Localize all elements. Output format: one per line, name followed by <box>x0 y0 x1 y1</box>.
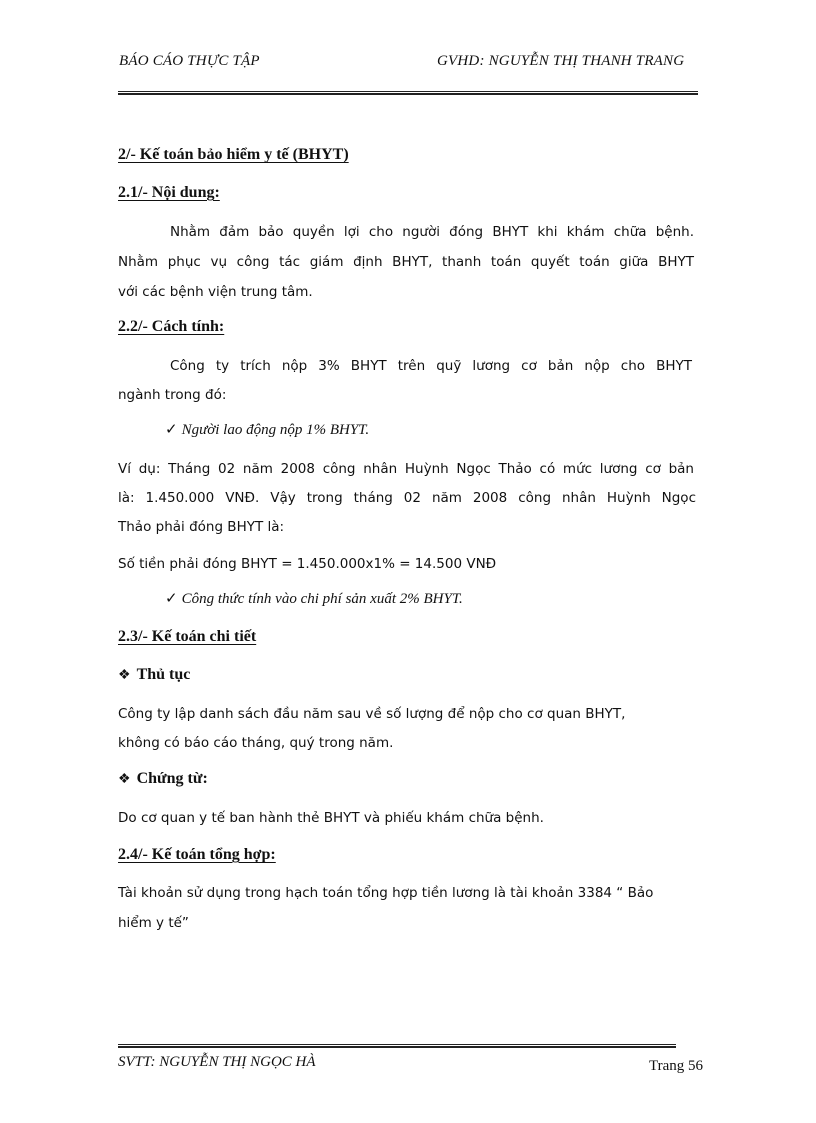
header-report-title: BÁO CÁO THỰC TẬP <box>119 53 260 69</box>
diamond-icon: ❖ <box>118 668 131 683</box>
bullet-item <box>165 589 463 609</box>
example-line: là: 1.450.000 VNĐ. Vậy trong tháng 02 năm 2008 công nhân Huỳnh Ngọc <box>118 490 696 506</box>
check-icon: ✓ <box>165 422 178 438</box>
page-number: Trang 56 <box>649 1058 704 1074</box>
paragraph-line: Do cơ quan y tế ban hành thẻ BHYT và phiếu khám chữa bệnh. <box>118 810 544 826</box>
documents-title: Chứng từ: <box>136 770 208 787</box>
header-supervisor: GVHD: NGUYỄN THỊ THANH TRANG <box>437 53 685 69</box>
procedure-title: Thủ tục <box>136 666 191 683</box>
check-icon: ✓ <box>165 591 178 607</box>
section-title: 2/- Kế toán bảo hiểm y tế (BHYT) <box>118 146 349 163</box>
paragraph-line: hiểm y tế” <box>118 915 189 931</box>
bullet-text: Người lao động nộp 1% BHYT. <box>181 422 370 438</box>
footer-rule <box>118 1044 676 1048</box>
subsection-2-3-title: 2.3/- Kế toán chi tiết <box>118 628 257 645</box>
diamond-icon: ❖ <box>118 772 131 787</box>
bullet-item <box>165 420 369 440</box>
paragraph-line: Công ty lập danh sách đầu năm sau về số lượng để nộp cho cơ quan BHYT, <box>118 706 626 722</box>
example-line: Ví dụ: Tháng 02 năm 2008 công nhân Huỳnh Ngọc Thảo có mức lương cơ bản <box>118 461 694 477</box>
procedure-heading <box>118 665 190 686</box>
paragraph-line: Nhằm phục vụ công tác giám định BHYT, thanh toán quyết toán giữa BHYT <box>118 254 694 270</box>
paragraph-line: với các bệnh viện trung tâm. <box>118 284 313 300</box>
paragraph-line: không có báo cáo tháng, quý trong năm. <box>118 735 394 751</box>
paragraph-line: ngành trong đó: <box>118 387 227 403</box>
subsection-2-1-title: 2.1/- Nội dung: <box>118 184 220 201</box>
paragraph-line: Tài khoản sử dụng trong hạch toán tổng hợp tiền lương là tài khoản 3384 “ Bảo <box>118 885 654 901</box>
paragraph-line: Công ty trích nộp 3% BHYT trên quỹ lương cơ bản nộp cho BHYT <box>170 358 692 374</box>
formula-line: Số tiền phải đóng BHYT = 1.450.000x1% = 14.500 VNĐ <box>118 556 497 572</box>
bullet-text: Công thức tính vào chi phí sản xuất 2% BHYT. <box>181 591 463 607</box>
paragraph-line: Nhằm đảm bảo quyền lợi cho người đóng BHYT khi khám chữa bệnh. <box>170 224 694 240</box>
footer-student: SVTT: NGUYỄN THỊ NGỌC HÀ <box>118 1054 316 1070</box>
subsection-2-2-title: 2.2/- Cách tính: <box>118 318 225 335</box>
documents-heading <box>118 769 208 790</box>
subsection-2-4-title: 2.4/- Kế toán tổng hợp: <box>118 846 276 863</box>
header-rule <box>118 91 698 95</box>
example-line: Thảo phải đóng BHYT là: <box>118 519 285 535</box>
